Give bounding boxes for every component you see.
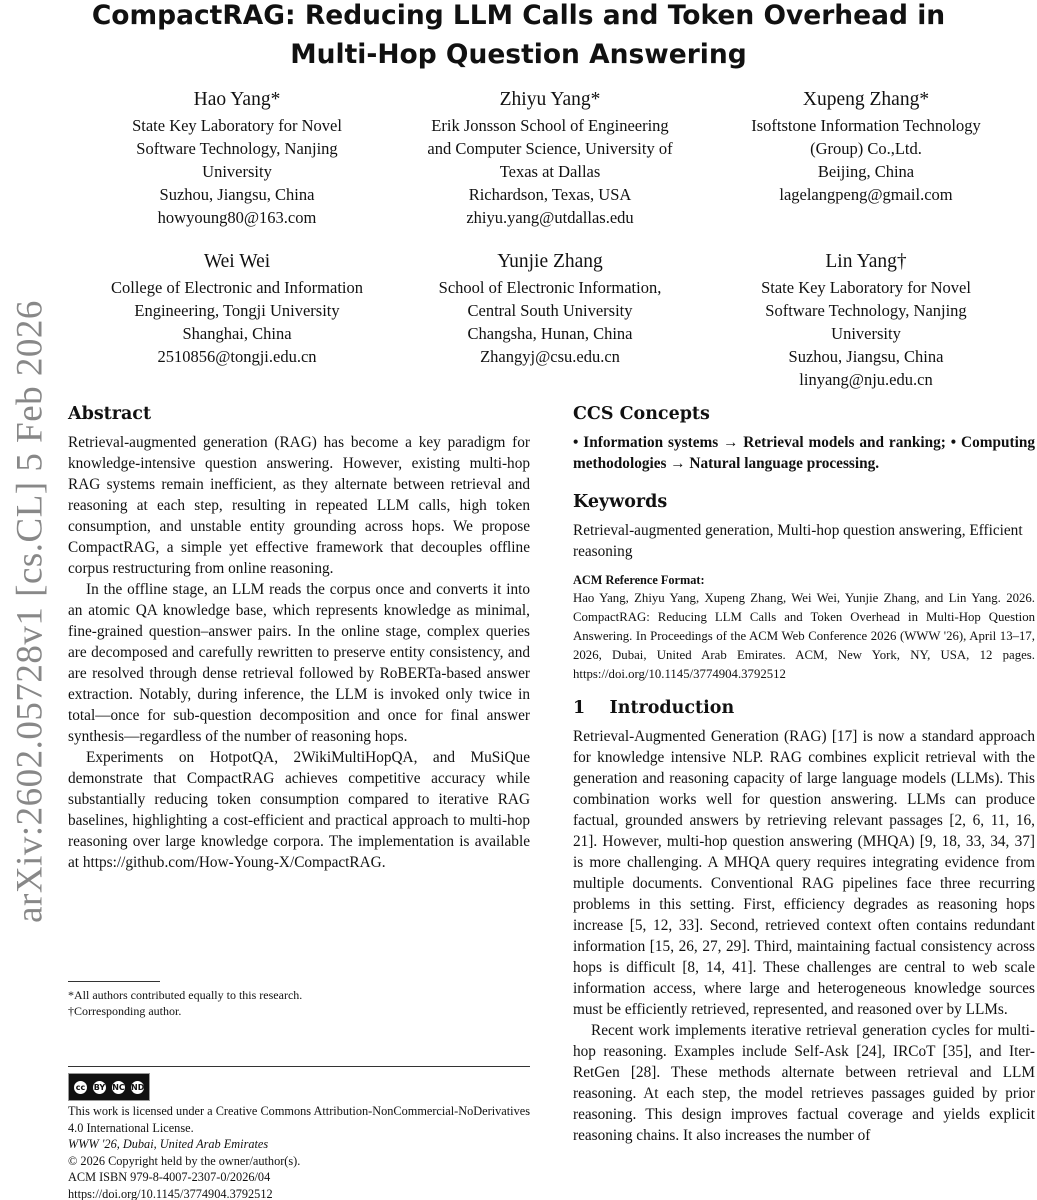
doi-link[interactable]: https://doi.org/10.1145/3774904.3792512	[68, 1186, 273, 1200]
author-affiliation: Isoftstone Information Technology	[751, 116, 981, 135]
author-name: Lin Yang†	[825, 251, 907, 272]
author-email[interactable]: linyang@nju.edu.cn	[799, 370, 933, 389]
abstract-paragraph: Retrieval-augmented generation (RAG) has become a key paradigm for knowledge-intensive question answering. However, existing multi-hop RAG systems remain inefficient, as they alternate between retrieval and reasoning at each step, resulting in repeated LLM calls, high token consumption, and unstable entity grounding across hops. We propose CompactRAG, a simple yet effective framework that decouples offline corpus restructuring from online reasoning.	[68, 434, 530, 577]
acm-reference-text: Hao Yang, Zhiyu Yang, Xupeng Zhang, Wei Wei, Yunjie Zhang, and Lin Yang. 2026. CompactRAG: Reducing LLM Calls and Token Overhead in Multi-Hop Question Answering. In Proceedings of the ACM Web Conference 2026 (WWW '26), April 13–17, 2026, Dubai, United Arab Emirates. ACM, New York, NY, USA, 12 pages. https://doi.org/10.1145/3774904.3792512	[573, 590, 1035, 681]
author-card	[706, 249, 1026, 391]
abstract-section	[68, 402, 530, 873]
author-affiliation: School of Electronic Information,	[438, 278, 662, 297]
author-affiliation: Software Technology, Nanjing	[765, 301, 967, 320]
author-affiliation: Texas at Dallas	[499, 162, 601, 181]
ccs-heading: CCS Concepts	[573, 404, 710, 424]
cc-license-badge[interactable]	[68, 1073, 150, 1101]
author-affiliation: and Computer Science, University of	[427, 139, 673, 158]
license-text: This work is licensed under a Creative Commons Attribution-NonCommercial-NoDerivatives 4.0 International License.	[68, 1104, 530, 1135]
author-card	[390, 249, 710, 368]
license-block	[68, 1103, 530, 1200]
acm-reference	[573, 572, 1035, 684]
author-card	[77, 87, 397, 229]
paper-title	[0, 0, 1037, 74]
author-affiliation: Software Technology, Nanjing	[136, 139, 338, 158]
footnote-corresponding: †Corresponding author.	[68, 1004, 182, 1018]
author-affiliation: Richardson, Texas, USA	[468, 185, 632, 204]
author-name: Wei Wei	[203, 251, 271, 272]
nc-icon: NC	[110, 1079, 127, 1096]
author-affiliation: State Key Laboratory for Novel	[761, 278, 971, 297]
footnote-equal-contribution: *All authors contributed equally to this research.	[68, 988, 303, 1002]
author-affiliation: University	[202, 162, 272, 181]
author-affiliation: Shanghai, China	[182, 324, 292, 343]
abstract-paragraph: In the offline stage, an LLM reads the corpus once and converts it into an atomic QA knowledge base, which represents knowledge as minimal, fine-grained question–answer pairs. In the online stage, complex queries are decomposed and carefully rewritten to preserve entity consistency, and are resolved through dense retrieval followed by RoBERTa-based answer extraction. Notably, during inference, the LLM is invoked only twice in total—once for sub-question decomposition and once for final answer synthesis—regardless of the number of reasoning hops.	[68, 581, 530, 745]
ccs-text: • Information systems → Retrieval models and ranking; • Computing methodologies → Natural language processing.	[573, 434, 1035, 472]
author-name: Hao Yang*	[193, 89, 281, 110]
cc-icon: cc	[72, 1079, 89, 1096]
title-line-1: CompactRAG: Reducing LLM Calls and Token Overhead in	[91, 0, 946, 31]
author-affiliation: Suzhou, Jiangsu, China	[159, 185, 315, 204]
author-affiliation: Changsha, Hunan, China	[467, 324, 633, 343]
title-line-2: Multi-Hop Question Answering	[290, 39, 747, 70]
arxiv-stamp[interactable]: arXiv:2602.05728v1 [cs.CL] 5 Feb 2026	[9, 300, 51, 923]
author-name: Zhiyu Yang*	[499, 89, 601, 110]
author-affiliation: (Group) Co.,Ltd.	[810, 139, 922, 158]
author-affiliation: Engineering, Tongji University	[134, 301, 340, 320]
author-name: Xupeng Zhang*	[802, 89, 930, 110]
copyright: © 2026 Copyright held by the owner/author(s).	[68, 1153, 301, 1168]
keywords-heading: Keywords	[573, 492, 668, 512]
right-column	[573, 402, 1035, 1146]
author-affiliation: Suzhou, Jiangsu, China	[788, 347, 944, 366]
author-affiliation: College of Electronic and Information	[111, 278, 363, 297]
acm-reference-heading: ACM Reference Format:	[573, 573, 705, 587]
author-email[interactable]: zhiyu.yang@utdallas.edu	[466, 208, 634, 227]
isbn: ACM ISBN 979-8-4007-2307-0/2026/04	[68, 1170, 271, 1185]
keywords-text: Retrieval-augmented generation, Multi-hop question answering, Efficient reasoning	[573, 522, 1023, 560]
author-affiliation: State Key Laboratory for Novel	[132, 116, 342, 135]
author-email[interactable]: 2510856@tongji.edu.cn	[157, 347, 317, 366]
venue: WWW '26, Dubai, United Arab Emirates	[68, 1137, 269, 1152]
by-icon: BY	[91, 1079, 108, 1096]
abstract-paragraph: Experiments on HotpotQA, 2WikiMultiHopQA, and MuSiQue demonstrate that CompactRAG achieves competitive accuracy while substantially reducing token consumption compared to iterative RAG baselines, highlighting a cost-efficient and practical approach to multi-hop reasoning over large knowledge corpora. The implementation is available at https://github.com/How-Young-X/CompactRAG.	[68, 749, 530, 871]
author-email[interactable]: Zhangyj@csu.edu.cn	[480, 347, 620, 366]
abstract-heading: Abstract	[68, 404, 152, 424]
footnotes	[68, 987, 530, 1019]
author-affiliation: University	[831, 324, 901, 343]
author-affiliation: Central South University	[467, 301, 633, 320]
intro-paragraph: Recent work implements iterative retrieval generation cycles for multi-hop reasoning. Examples include Self-Ask [24], IRCoT [35], and Iter-RetGen [28]. These methods alternate between retrieval and LLM reasoning. At each step, the model retrieves passages guided by prior reasoning. This design improves factual coverage and yields explicit reasoning chains. It also increases the number of	[573, 1021, 1035, 1144]
author-card	[706, 87, 1026, 206]
intro-paragraph: Retrieval-Augmented Generation (RAG) [17] is now a standard approach for knowledge intensive NLP. RAG combines explicit retrieval with the generation and reasoning capacity of large language models (LLMs). This combination works well for question answering. LLMs can produce factual, grounded answers by retrieving relevant passages [2, 6, 11, 16, 21]. However, multi-hop question answering (MHQA) [9, 18, 33, 34, 37] is more challenging. A MHQA query requires integrating evidence from multiple documents. Conventional RAG pipelines face three recurring problems in this setting. First, efficiency degrades as reasoning hops increase [5, 12, 33]. Second, retrieved context often contains redundant information [15, 26, 27, 29]. Third, maintaining factual consistency across hops is difficult [8, 14, 41]. These challenges are central to web scale information access, where large and heterogeneous knowledge sources must be efficiently retrieved, represented, and reasoned over by LLMs.	[573, 727, 1035, 1018]
author-affiliation: Beijing, China	[817, 162, 915, 181]
license-rule	[68, 1066, 530, 1067]
author-name: Yunjie Zhang	[497, 251, 603, 272]
author-affiliation: Erik Jonsson School of Engineering	[431, 116, 669, 135]
footnote-rule	[68, 981, 160, 982]
author-card	[390, 87, 710, 229]
author-email[interactable]: lagelangpeng@gmail.com	[779, 185, 953, 204]
author-email[interactable]: howyoung80@163.com	[157, 208, 317, 227]
introduction-heading: 1 Introduction	[573, 697, 735, 718]
nd-icon: ND	[129, 1079, 146, 1096]
author-card	[77, 249, 397, 368]
